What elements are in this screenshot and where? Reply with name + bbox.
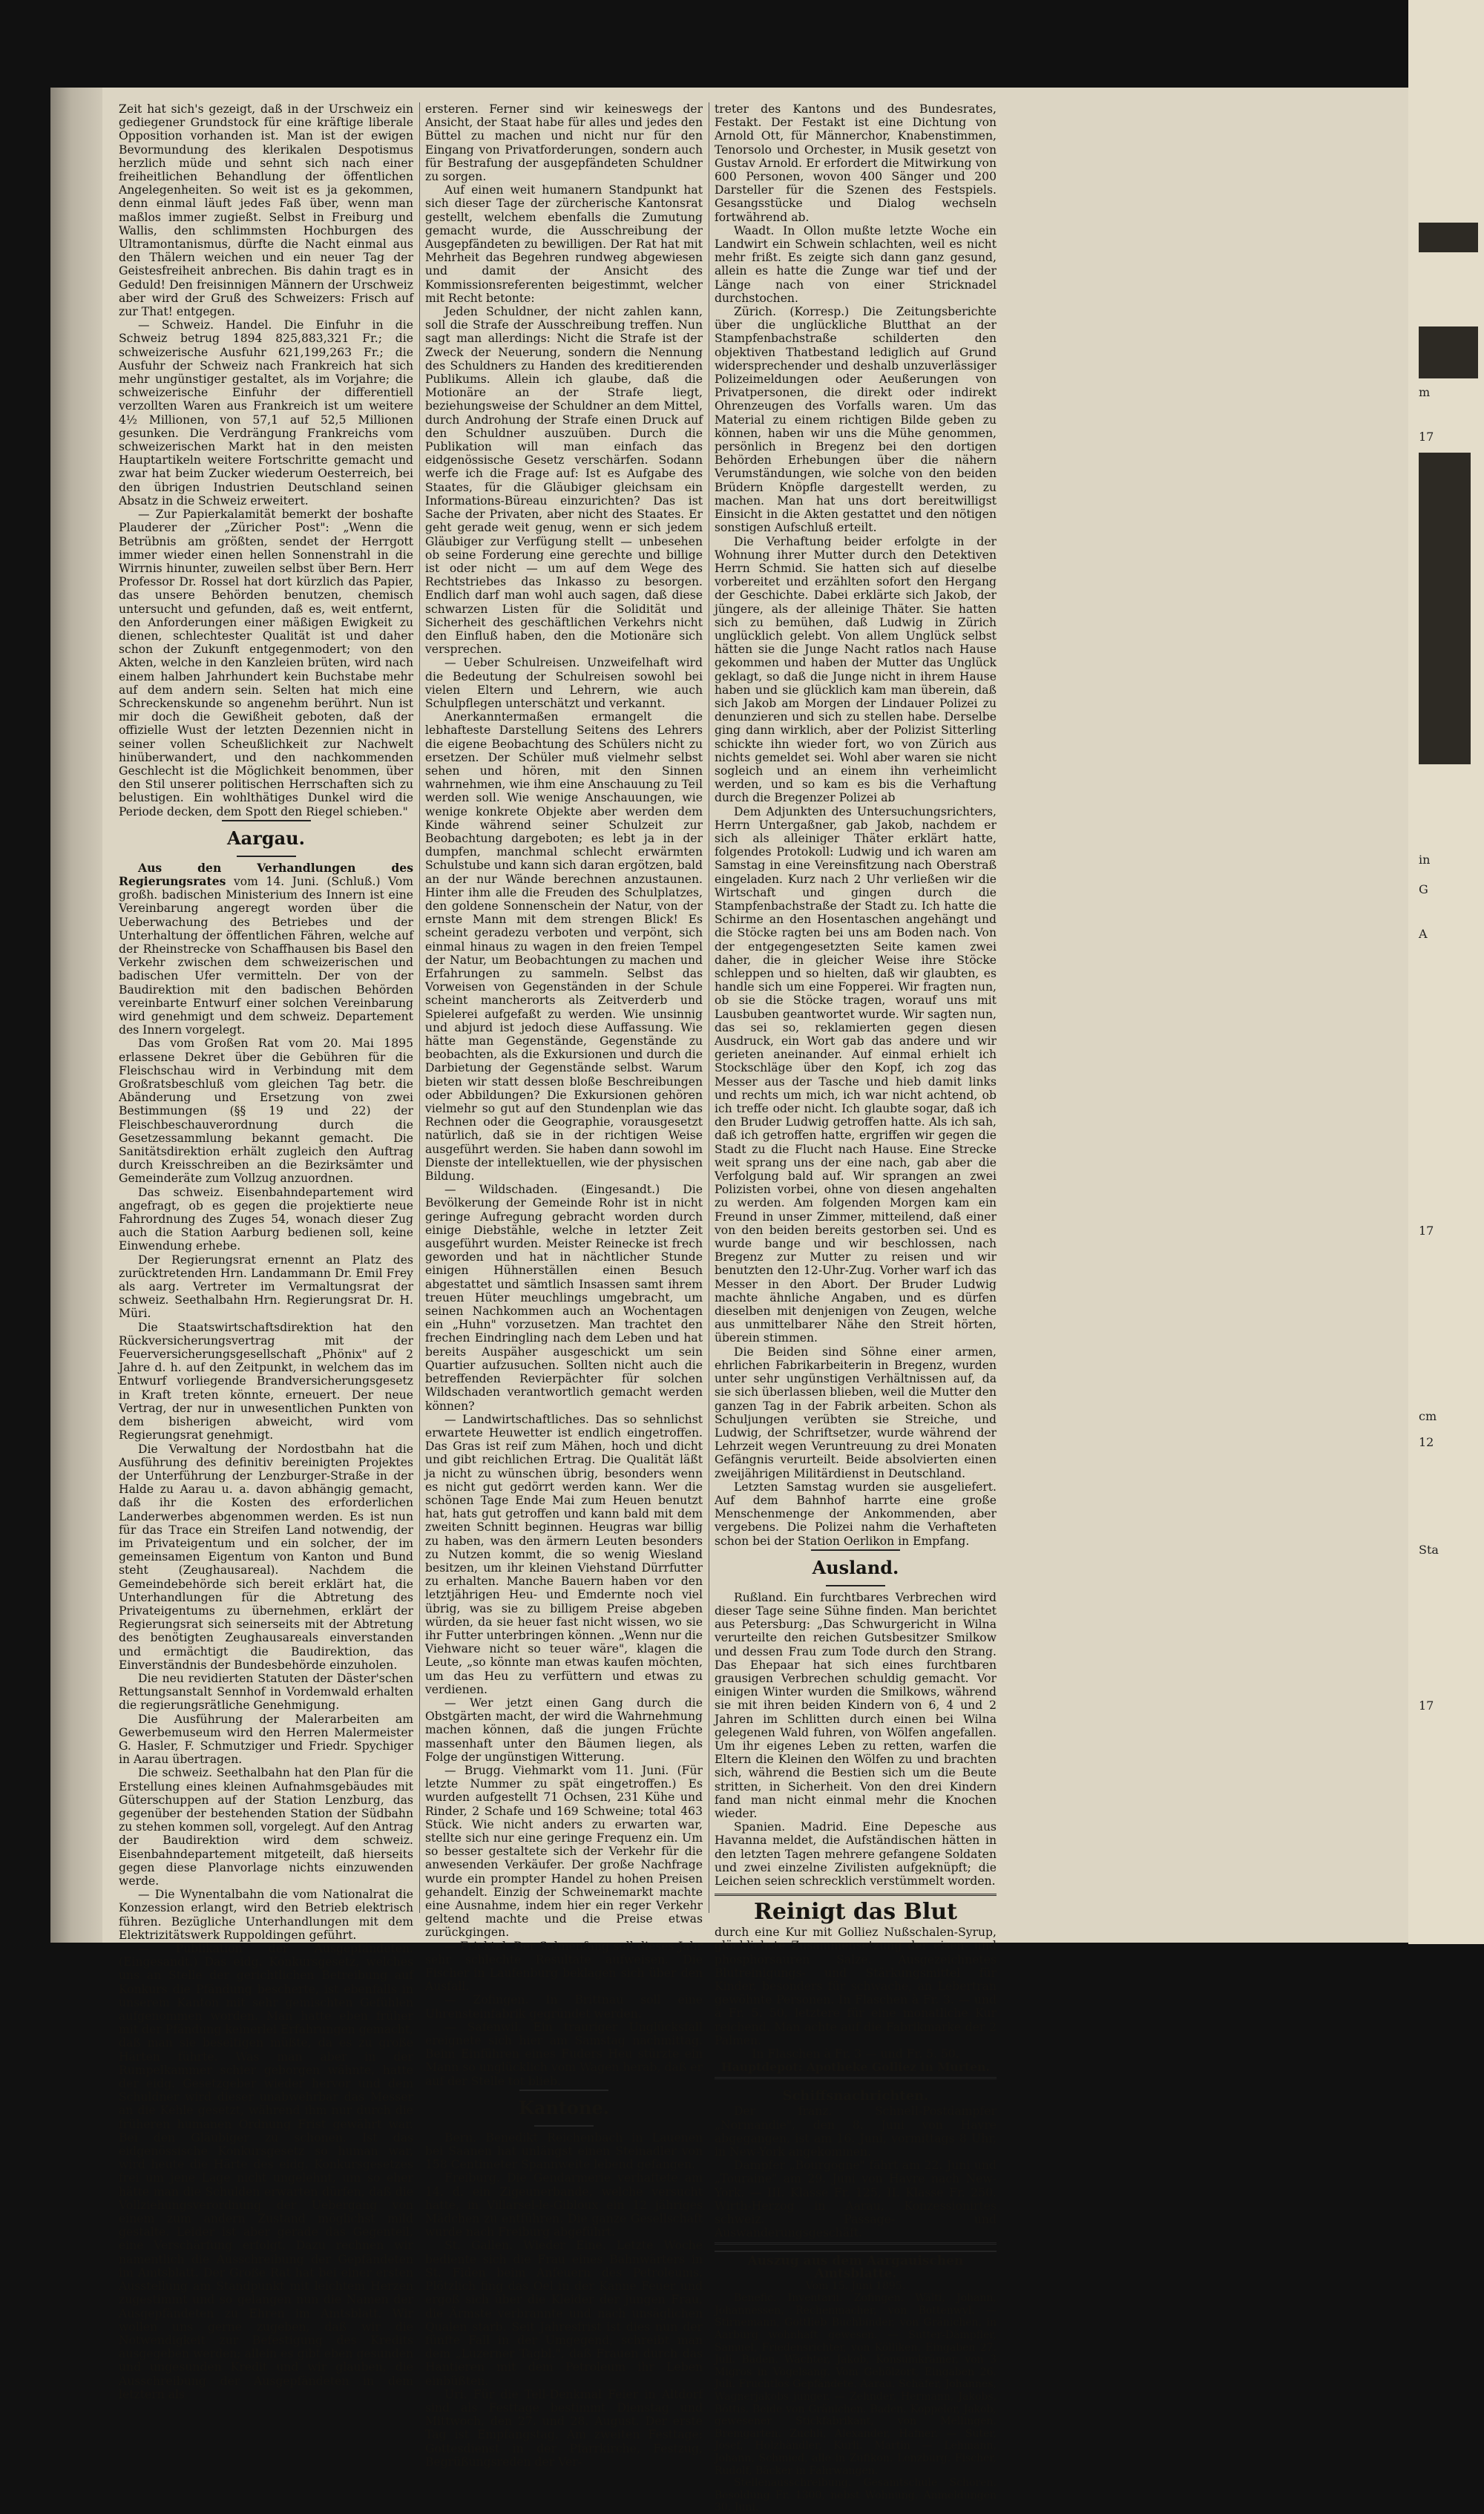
- article-schweiz-handel: — Schweiz. Handel. Die Einfuhr in die Schweiz betrug 1894 825,883,321 Fr.; die schweizerische Ausfuhr 621,199,263 Fr.; die Ausfuhr der Schweiz nach Frankreich hat sich mehr ungünstiger gestaltet, als im Vorjahre; die schweizerische Einfuhr der differentiell verzollten Waren aus Frankreich ist um weitere 4½ Millionen, von 57,1 auf 52,5 Millionen gesunken. Die Verdrängung Frankreichs vom schweizerischen Markt hat in den meisten Hauptartikeln weitere Fortschritte gemacht und zwar hat beim Zucker wiederum Oesterreich, bei den übrigen Industrien Deutschland seinen Absatz in die Schweiz erweitert.: [119, 318, 413, 508]
- column-separator: [419, 102, 420, 1913]
- adjacent-text: 17: [1419, 1224, 1434, 1238]
- paragraph: Auf einen weit humanern Standpunkt hat sich dieser Tage der zürcherische Kantonsrat gestellt, welchem ebenfalls die Zumutung gemacht wurde, die Ausschreibung der Ausgepfändeten zu bewilligen. Der Rat hat mit Mehrheit das Begehren rundweg abgewiesen und damit der Ansicht des Kommissionsreferenten beigestimmt, welcher mit Recht betonte:: [425, 183, 703, 305]
- adjacent-text: G: [1419, 882, 1428, 896]
- article-spanien: Spanien. Madrid. Eine Depesche aus Havanna meldet, die Aufständischen hätten in den letzten Tagen mehrere gefangene Soldaten und zwei einzelne Zivilisten aufgeknüpft; die Leichen seien schrecklich verstümmelt worden.: [715, 1820, 997, 1888]
- article-wynentalbahn: — Die Wynentalbahn die vom Nationalrat die Konzession erlangt, wird den Betrieb elektrisch führen. Bezügliche Unterhandlungen mit dem Elektrizitätswerk Ruppoldingen geführt.: [119, 1888, 413, 1942]
- adjacent-text: Sta: [1419, 1543, 1439, 1557]
- adjacent-heading-fragment: [1419, 223, 1478, 252]
- ad-text: durch eine Kur mit Golliez Nußschalen-Syrup, glücklichste Zusammensetzung der eisen- und phosphorsauren Salze. Ausgezeichnetes Blutreinigungs- und Stärkungsmittel für Kinder, besonders für schwache, an Lebertran gewöhnte Personen. In Flaschen à Fr. 3. — und à Fr. 5. 50, letztere für eine monatliche Kur reichend. Man achte auf die Fabrikmarke der 2 Palmen.: [715, 1926, 997, 2047]
- article-obstgaerten: — Wer jetzt einen Gang durch die Obstgärten macht, der wird die Wahrnehmung machen können, daß die jungen Früchte massenhaft unter den Bäumen liegen, als Folge der ungünstigen Witterung.: [425, 1696, 703, 1764]
- paragraph: Die Staatswirtschaftsdirektion hat den Rückversicherungsvertrag mit der Feuerversicherungsgesellschaft „Phönix" auf 2 Jahre d. h. auf den Zeitpunkt, in welchem das im Entwurf vorliegende Brandversicherungsgesetz in Kraft treten könnte, erneuert. Der neue Vertrag, der nur in unwesentlichen Punkten von dem bisherigen abweicht, wird vom Regierungsrat genehmigt.: [119, 1320, 413, 1443]
- article-publikation-ausgepfaendeten: — Publikation der Ausgepfändeten. (Eingesandt.) Das eidg. Konkursgesetz, welches uns an Stelle der gerichtlichen Betreibung auf Konkurs die Pfändung bescherte, ist ebenfalls in unserem Kanton mit sehr gemischten Gefühlen aufgenommen worden. Man hatte eben früher mit der Pfändung keinerlei Erfahrungen gemacht, daß man sie beseitigen müßte, da es zu große Härten führte. Was man aber in der Rumpelkammer schier geborgen wähnte, hatte der eidg. Gesetzgeber wieder hervor und dem Schuldner wird dieser unabwehrbar das Messer an die Kehle gesetzt, während ihm nur durch die früheren humanen Ordnung Frist gewährt war. Bei den Gläubiger zu schonen. Ist das eidgenössische Konkursgesetz so human war, wird heute die Härte des eidg. Konkursgesetzes frei um jene Lage nicht ungelehnt, um so eher hätte man die Schulden erwarten dürfen, daß die Vollziehungsverordnung der Uebergang von einem zum andern Zustand möglichst mild gestalte. Leider ist aber gerade das Gegenteil, eine Verschärfung erfolgt. Dazu rechnen wir namentlich die Ausschreibung der Gepfändeten im Amtsblatt. Der Große Rat hat bei einer ersten Ausstellung am Standpunkt mit leichtem Herzen zugestimmt und so gelangen nun die Namen der Ausgepfändeten zu Ehren im Amtsblatt. Wir wollen uns gerne zugeben, daß wir die Notwendigkeit zur Befestigung des Kredits ausgegeben werden; allein es gibt eben gesunden und ungesunden Kredit und wir glauben, die Ausschreibung der Ausgepfändeten in dem letztern als: [119, 1942, 413, 2401]
- ad-title: Schiffsnachrichten.: [782, 2088, 929, 2104]
- divider: [519, 2090, 608, 2091]
- paragraph: ersteren. Ferner sind wir keineswegs der Ansicht, der Staat habe für alles und jedes den Büttel zu machen und nicht nur für den Eingang von Privatforderungen, sondern auch für Bestrafung der ausgepfändeten Schuldner zu sorgen.: [425, 102, 703, 184]
- article-wildschaden: — Wildschaden. (Eingesandt.) Die Bevölkerung der Gemeinde Rohr ist in nicht geringe Aufregung gebracht worden durch einige Diebstähle, welche in letzter Zeit ausgeführt wurden. Meister Reinecke ist frech geworden und hat in nächtlicher Stunde einigen Hühnerställen einen Besuch abgestattet und sämtlich Insassen samt ihrem treuen Hüter meuchlings umgebracht, um seinen Nachkommen auch an Wochentagen ein „Huhn" vorzusetzen. Man trachtet den frechen Eindringling nach dem Leben und hat bereits Auspäher ausgeschickt um sein Quartier aufzusuchen. Sollten nicht auch die betreffenden Revierpächter für solchen Wildschaden verantwortlich gemacht werden können?: [425, 1183, 703, 1413]
- advertisement-schiffsnachrichten: [715, 2085, 997, 2245]
- paragraph: Das vom Großen Rat vom 20. Mai 1895 erlassene Dekret über die Gebühren für die Fleischschau wird in Verbindung mit dem Großratsbeschluß vom gleichen Tag betr. die Abänderung und Ersetzung von zwei Bestimmungen (§§ 19 und 22) der Fleischbeschauverordnung durch die Gesetzessammlung bekannt gemacht. Die Sanitätsdirektion erhält zugleich den Auftrag durch Kreisschreiben an die Bezirksämter und Gemeinderäte zum Vollzug anzuordnen.: [119, 1037, 413, 1186]
- article-uri: Uri. Für die Tell-Denkmal Feier in Altdorf sind als Festtage bestimmt Dienstag und Mittwoch, den 27. und 28. August. Der erste Tag ist Empfangstag. Am zweiten Festtage: Gottesdienst in der Pfarrkirche, Festzug, Begrüßungsreden der Ver-: [425, 2387, 703, 2469]
- article-st-gallen: St. Gallen. Wieder Eine. Letzte Woche bediente sich die Frau eines Bahnwärters in St. Fiden beim Anfeuern des Petroleums. Plötzlich fing das Oel in der Kanne Feuer und ergoß sich über die Kleider der jungen Frau, die Ärmste verbrannte und nach unsäglichen Qualen starb. Seit Jahresfrist ist dies nun der fünfte Fall in der Umgegend, schreibt man dem „Luzerner Tagbl.", daß Frauen durch das Hantieren mit dem Petroleum ihr Leben einbüßten.: [425, 2239, 703, 2388]
- article-lead: Aus den Verhandlungen des Regierungsrates: [119, 860, 413, 888]
- divider: [237, 856, 296, 857]
- paragraph: Die Verwaltung der Nordostbahn hat die Ausführung des definitiv bereinigten Projektes der Unterführung der Lenzburger-Straße in der Halde zu Aarau u. a. davon abhängig gemacht, daß ihr die Kosten des erforderlichen Landerwerbes abgenommen werden. Es ist nun für das Trace ein Streifen Land notwendig, der im Privateigentum und ein solcher, der im gemeinsamen Eigentum von Kanton und Bund steht (Zeughausareal). Nachdem die Gemeindebehörde sich bereit erklärt hat, die Unterhandlungen für die Abtretung des Privateigentums zu übernehmen, erklärt der Regierungsrat sich seinerseits mit der Abtretung des benötigten Zeughausareals einverstanden und ermächtigt die Baudirektion, das Einverständnis der Bundesbehörde einzuholen.: [119, 1442, 413, 1672]
- article-urschweiz: Zeit hat sich's gezeigt, daß in der Urschweiz ein gediegener Grundstock für eine kräftige liberale Opposition vorhanden ist. Man ist der ewigen Bevormundung des klerikalen Despotismus herzlich müde und sehnt sich nach einer freiheitlichen Behandlung der öffentlichen Angelegenheiten. So weit ist es ja gekommen, denn einmal läuft jedes Faß über, wenn man maßlos immer zugießt. Selbst in Freiburg und Wallis, den schlimmsten Hochburgen des Ultramontanismus, dürfte die Nacht einmal aus den Thälern weichen und ein neuer Tag der Geistesfreiheit anbrechen. Bis dahin tragt es in Geduld! Den freisinnigen Männern der Urschweiz aber wird der Gruß des Schweizers: Frisch auf zur That! entgegen.: [119, 102, 413, 319]
- adjacent-page-edge: [1408, 0, 1484, 1944]
- paragraph: Die Verhaftung beider erfolgte in der Wohnung ihrer Mutter durch den Detektiven Herrn Schmid. Sie hatten sich auf dieselbe vorbereitet und erzählten sofort den Hergang der Geschichte. Dabei erklärte sich Jakob, der jüngere, als der alleinige Thäter. Sie hatten sich zu bemühen, daß Ludwig in Zürich unglücklich gelebt. Von allem Unglück selbst hätten sie die Junge Nacht ratlos nach Hause gekommen und haben der Mutter das Unglück geklagt, so daß die Junge nicht in ihrem Hause haben und sie glücklich kam man überein, daß sich Jakob am Morgen der Lindauer Polizei zu denunzieren und sich zu stellen habe. Derselbe ging dann wirklich, aber der Polizist Sitterling schickte ihn wieder fort, wo von Zürich aus nichts gemeldet sei. Wohl aber waren sie nicht sogleich und an einem ihn verheimlicht werden, und so kam es bis die Verhaftung durch die Bregenzer Polizei ab: [715, 534, 997, 805]
- paragraph: Anerkanntermaßen ermangelt die lebhafteste Darstellung Seitens des Lehrers die eigene Beobachtung des Schülers nicht zu ersetzen. Der Schüler muß vielmehr selbst sehen und hören, mit den Sinnen wahrnehmen, wie ihm eine Anschauung zu Teil werden soll. Wie wenige Anschauungen, wie wenige konkrete Objekte aber werden dem Kinde während seiner Schulzeit zur Beobachtung dargeboten; es lebt ja in der dumpfen, manchmal schlecht erwärmten Schulstube und kann sich daran ergötzen, bald an der nur Wände berechnen anzustaunen. Hinter ihm alle die Freuden des Schulplatzes, den goldene Sonnenschein der Natur, von der ernste Mann mit dem strengen Blick! Es scheint geradezu verboten und verpönt, sich einmal hinaus zu wagen in den freien Tempel der Natur, um Beobachtungen zu machen und Erfahrungen zu sammeln. Selbst das Vorweisen von Gegenständen in der Schule scheint mancherorts als Zeitverderb und Spielerei aufgefaßt zu werden. Wie unsinnig und abjurd ist jedoch diese Auffassung. Wie hätte man Gegenstände, Gegenstände zu beobachten, als die Exkursionen und durch die Darbietung der Gegenstände selbst. Warum bieten wir statt dessen bloße Beschreibungen oder Abbildungen? Die Exkursionen gehören vielmehr so gut auf den Stundenplan wie das Rechnen oder die Geographie, vorausgesetzt natürlich, daß sie in der richtigen Weise ausgeführt werden. Sie haben dann sowohl im Dienste der intellektuellen, wie der physischen Bildung.: [425, 710, 703, 1184]
- divider: [826, 1585, 885, 1586]
- adjacent-text: cm: [1419, 1409, 1437, 1423]
- paragraph: Die schweiz. Seethalbahn hat den Plan für die Erstellung eines kleinen Aufnahmsgebäudes mit Güterschuppen auf der Station Lenzburg, das gegenüber der bestehenden Station der Südbahn zu stehen kommen soll, vorgelegt. Auf den Antrag der Baudirektion wird dem schweiz. Eisenbahndepartement mitgeteilt, daß hierseits gegen diese Planvorlage nichts einzuwenden werde.: [119, 1766, 413, 1888]
- paragraph: Der Regierungsrat ernennt an Platz des zurücktretenden Hrn. Landammann Dr. Emil Frey als aarg. Vertreter im Vermaltungsrat der schweiz. Seethalbahn Hrn. Regierungsrat Dr. H. Müri.: [119, 1253, 413, 1321]
- adjacent-text: A: [1419, 927, 1428, 941]
- paragraph: Die neu revidierten Statuten der Däster'schen Rettungsanstalt Sennhof in Vordemwald erhalten die regierungsrätliche Genehmigung.: [119, 1671, 413, 1713]
- amtsblatt-title: Auszug aus dem Aargauischen Amtsblatte.: [747, 2254, 964, 2282]
- article-body: vom 14. Juni. (Schluß.) Vom großh. badischen Ministerium des Innern ist eine Vereinbarung angeregt worden über die Ueberwachung des Betriebes und der Unterhaltung der öffentlichen Fähren, welche auf der Rheinstrecke von Schaffhausen bis Basel den Verkehr zwischen dem schweizerischen und badischen Ufer vermitteln. Der von der Baudirektion mit den badischen Behörden vereinbarte Entwurf einer solchen Vereinbarung wird genehmigt und dem schweiz. Departement des Innern vorgelegt.: [119, 874, 413, 1037]
- article-freiburg: Freiburg. Die Gendarmerie verhaftete am 14. d. ein Zigeunerbande, welche versucht hatte, in Villarsel-le-Gibloux ein 12 jähriges Mädchen zu entführen. Die ganze Gesellschaft wurde nach Freiburg abgeführt.: [425, 2171, 703, 2239]
- newspaper-page: [50, 88, 1426, 2514]
- adjacent-text: m: [1419, 385, 1431, 399]
- ad-depot: Hauptdepot: Apotheke Golliez in Murten.: [721, 2060, 990, 2075]
- adjacent-ad-fragment: [1419, 453, 1471, 764]
- paragraph: Dem Adjunkten des Untersuchungsrichters, Herrn Untergaßner, gab Jakob, nachdem er sich als alleiniger Thäter erklärt hatte, folgendes Protokoll: Ludwig und ich waren am Samstag in eine Vereinsfitzung nach Oberstraß eingeladen. Kurz nach 2 Uhr verließen wir die Wirtschaft und gingen durch die Stampfenbachstraße der Stadt zu. Ich hatte die Schirme an den Hosentaschen angehängt und die Stöcke ragten bei uns am Boden nach. Von der entgegengesetzten Seite kamen zwei daher, die in gleicher Weise ihre Stöcke schleppen und so hielten, daß wir glaubten, es handle sich um eine Fopperei. Wir fragten nun, ob sie die Stöcke tragen, worauf uns mit Lausbuben geantwortet wurde. Wir sagten nun, das sei so, reklamierten gegen diesen Ausdruck, ein Wort gab das andere und wir gerieten aneinander. Auf einmal erhielt ich Stockschläge über den Kopf, ich zog das Messer aus der Tasche und hieb damit links und rechts um mich, ich war nicht achtend, ob ich treffe oder nicht. Ich glaubte sogar, daß ich den Bruder Ludwig getroffen hatte. Als ich sah, daß ich getroffen hatte, ergriffen wir gegen die Stadt zu die Flucht nach Hause. Eine Strecke weit sprang uns der eine nach, gab aber die Verfolgung bald auf. Wir sprangen an zwei Polizisten vorbei, ohne von diesen angehalten zu werden. Am folgenden Morgen kam ein Freund in unser Zimmer, mitteilend, daß einer von den beiden bereits gestorben sei. Und es wurde bange und wir beschlossen, nach Bregenz zur Mutter zu reisen und wir benutzten den 12-Uhr-Zug. Vorher warf ich das Messer in den Abort. Der Bruder Ludwig machte ähnliche Angaben, und es dürfen dieselben mit denjenigen von Zeugen, welche aus unmittelbarer Nähe den Streit hörten, überein stimmen.: [715, 804, 997, 1345]
- article-papierkalamitaet: — Zur Papierkalamität bemerkt der boshafte Plauderer der „Züricher Post": „Wenn die Betrübnis am größten, sendet der Herrgott immer wieder einen hellen Sonnenstrahl in die Wirrnis hinunter, zuweilen selbst über Bern. Herr Professor Dr. Rossel hat dort kürzlich das Papier, das unsere Behörden benutzen, chemisch untersucht und gefunden, daß es, weit entfernt, den Anforderungen einer mäßigen Ewigkeit zu dienen, schlechtester Qualität ist und daher schon der Zukunft entgegenmodert; von den Akten, welche in den Kanzleien brüten, wird nach einem halben Jahrhundert kein Buchstabe mehr auf dem andern sein. Selten hat mich eine Schreckenskunde so angenehm berührt. Nun ist mir doch die Gewißheit geboten, daß der offizielle Wust der letzten Dezennien nicht in seiner vollen Scheußlichkeit zur Nachwelt hinüberwandert, und den nachkommenden Geschlecht ist die Möglichkeit benommen, über den Stil unserer politischen Herrschaften sich zu belustigen. Ein wohlthätiges Dunkel wird die Periode decken, dem Spott den Riegel schieben.": [119, 508, 413, 818]
- amtsblatt-date: Vom 15. Juni 1895.: [805, 2280, 906, 2292]
- paragraph: treter des Kantons und des Bundesrates, Festakt. Der Festakt ist eine Dichtung von Arnold Ott, für Männerchor, Knabenstimmen, Tenorsolo und Orchester, in Musik gesetzt von Gustav Arnold. Er erfordert die Mitwirkung von 600 Personen, wovon 400 Sänger und 200 Darsteller für die Szenen des Festspiels. Gesangsstücke und Dialog wechseln fortwährend ab.: [715, 102, 997, 224]
- article-fricktal: — Fricktal. Der Salmenfang soll dieses Jahr sehr schlechte Resultate aufweisen. Die Fischer in Laufenburg beklagen sich über den Ausfall.: [425, 1939, 703, 1994]
- adjacent-text: 17: [1419, 430, 1434, 444]
- column-2: [425, 102, 703, 2469]
- ad-title: Reinigt das Blut: [753, 1899, 958, 1926]
- article-regierungsrat: [119, 861, 413, 1037]
- paragraph: Die Ausführung der Malerarbeiten am Gewerbemuseum wird den Herren Malermeister G. Hasler, F. Schmutziger und Friedr. Spychiger in Aarau übertragen.: [119, 1712, 413, 1767]
- page-binding: [50, 88, 102, 1943]
- advertisement-blut: [715, 1894, 997, 2079]
- ad-price: In Flaschen à Fr. 3 — und Fr. 5. 50.: [752, 2047, 959, 2061]
- adjacent-text: 12: [1419, 1435, 1434, 1449]
- column-1: [119, 102, 413, 2401]
- article-brugg: — Brugg. Viehmarkt vom 11. Juni. (Für letzte Nummer zu spät eingetroffen.) Es wurden aufgestellt 71 Ochsen, 231 Kühe und Rinder, 2 Schafe und 169 Schweine; total 463 Stück. Wie nicht anders zu erwarten war, stellte sich nur eine geringe Frequenz ein. Um so besser gestaltete sich der Verkehr für die anwesenden Verkäufer. Der große Nachfrage wurde ein prompter Handel zu hohen Preisen gehandelt. Einzig der Schweinemarkt machte eine Ausnahme, indem hier ein reger Verkehr geltend machte und die Preise etwas zurückgingen.: [425, 1763, 703, 1940]
- article-waadt: Waadt. In Ollon mußte letzte Woche ein Landwirt ein Schwein schlachten, weil es nicht mehr frißt. Es zeigte sich dann ganz gesund, allein es hatte die Zunge war tief und der Länge nach von einer Stricknadel durchstochen.: [715, 223, 997, 305]
- article-landwirtschaftliches: — Landwirtschaftliches. Das so sehnlichst erwartete Heuwetter ist endlich eingetroffen. Das Gras ist reif zum Mähen, hoch und dicht und gibt reichlichen Ertrag. Die Qualität läßt ja nicht zu wünschen übrig, besonders wenn es nicht gut gedörrt werden kann. Wer die schönen Tage Ende Mai zum Heuen benutzt hat, hats gut getroffen und kann bald mit dem zweiten Schnitt beginnen. Heugras war billig zu haben, was den ärmern Leuten besonders zu Nutzen kommt, die so wenig Wiesland besitzen, um ihr kleinen Viehstand Dürrfutter zu erhalten. Manche Bauern haben vor den letztjährigen Heu- und Emdernte noch viel übrig, was sie zu billigem Preise abgeben würden, da sie heuer fast nicht wissen, wo sie ihr Futter unterbringen können. „Wenn nur die Viehware nicht so teuer wäre", klagen die Leute, „so könnte man etwas kaufen möchten, um das Heu zu verfüttern und etwas zu verdienen.: [425, 1412, 703, 1696]
- amtsblatt-stelle: Stellenausschreibung. Gesamtschule Schoren. Besoldung Fr. 1300, nebst Wohnung. Anmeldungen 30. Juni.: [715, 2477, 997, 2514]
- paragraph: Jeden Schuldner, der nicht zahlen kann, soll die Strafe der Ausschreibung treffen. Nun sagt man allerdings: Nicht die Strafe ist der Zweck der Neuerung, sondern die Nennung des Schuldners zu Handen des kreditierenden Publikums. Allein ich glaube, daß die Motionäre an der Strafe liegt, beziehungsweise der Schuldner an dem Mittel, durch Androhung der Strafe einen Druck auf den Schuldner auszuüben. Durch die Publikation will man einfach das eidgenössische Gesetz verschärfen. Sodann werfe ich die Frage auf: Ist es Aufgabe des Staates, für die Gläubiger gleichsam ein Informations-Büreau einzurichten? Das ist Sache der Privaten, aber nicht des Staates. Er geht gerade weit genug, wenn er sich jedem Gläubiger zur Verfügung stellt — unbesehen ob seine Forderung eine gerechte und billige ist oder nicht — um auf dem Wege des Rechtstriebes das Inkasso zu besorgen. Endlich darf man wohl auch sagen, daß diese schwarzen Listen für die Solidität und Sicherheit des geschäftlichen Verkehrs nicht den Einfluß haben, den die Motionäre sich versprechen.: [425, 305, 703, 657]
- article-zofingen: — Zofingen. In Brittnau soll eine Uhrensteinfabrik gegründet werden.: [425, 1993, 703, 2021]
- divider: [811, 1549, 900, 1551]
- section-heading-ausland: Ausland.: [812, 1556, 899, 1578]
- article-russland: Rußland. Ein furchtbares Verbrechen wird dieser Tage seine Sühne finden. Man berichtet aus Petersburg: „Das Schwurgericht in Wilna verurteilte den reichen Gutsbesitzer Smilkow und dessen Frau zum Tode durch den Strang. Das Ehepaar hat sich eines furchtbaren grausigen Verbrechen schuldig gemacht. Vor einigen Winter wurden die Smilkows, während sie mit ihren beiden Kindern von 6, 4 und 2 Jahren im Schlitten durch einen bei Wilna gelegenen Wald fuhren, von Wölfen angefallen. Um ihr eigenes Leben zu retten, warfen die Eltern die Kleinen den Wölfen zu und brachten sich, während die Bestien sich um die Beute stritten, in Sicherheit. Von den drei Kindern fand man nicht einmal mehr die Knochen wieder.: [715, 1590, 997, 1820]
- paragraph: Das schweiz. Eisenbahndepartement wird angefragt, ob es gegen die projektierte neue Fahrordnung des Zuges 54, wonach dieser Zug auch die Station Aarburg bedienen soll, keine Einwendung erhebe.: [119, 1185, 413, 1253]
- paragraph: Die Beiden sind Söhne einer armen, ehrlichen Fabrikarbeiterin in Bregenz, wurden unter sehr ungünstigen Verhältnissen auf, da sie sich überlassen blieben, weil die Mutter den ganzen Tag in der Fabrik arbeiten. Schon als Schuljungen verübten sie Streiche, und Ludwig, der Schriftsetzer, wurde während der Lehrzeit wegen Veruntreuung zu drei Monaten Gefängnis verurteilt. Beide absolvierten einen zweijährigen Militärdienst in Deutschland.: [715, 1345, 997, 1480]
- divider: [222, 820, 311, 821]
- article-schulreisen: — Ueber Schulreisen. Unzweifelhaft wird die Bedeutung der Schulreisen sowohl bei vielen Eltern und Lehrern, wie auch Schulpflegen unterschätzt und verkannt.: [425, 656, 703, 710]
- article-safenwil: — Safenwil. Ein trauriger Unglücksfall ereignete sich hier am Samstag nachmittag. Beim Einführen eines Fuders Heu stürzte ein Mann so unglücklich vom Wagen herab, daß er auf der Stelle tot blieb.: [425, 2020, 703, 2088]
- amtsblatt-extract: [715, 2251, 997, 2513]
- article-zuerich: Zürich. (Korresp.) Die Zeitungsberichte über die unglückliche Blutthat an der Stampfenbachstraße schilderten den objektiven Thatbestand lediglich auf Grund widersprechender und deshalb unzuverlässiger Polizeimeldungen oder Aeußerungen von Privatpersonen, die direkt oder indirekt Ohrenzeugen des Vorfalls waren. Um das Material zu einem richtigen Bilde geben zu können, haben wir uns die Mühe genommen, persönlich in Bregenz bei den dortigen Behörden Erhebungen über die nähern Verumständungen, wie solche von den beiden Brüdern Knöpfle dargestellt werden, zu machen. Man hat uns dort bereitwilligst Einsicht in die Akten gestattet und den nötigen sonstigen Aufschluß erteilt.: [715, 305, 997, 535]
- ad-text: Dampfer „Bourgogne" fährt am 22. Juni und „Touraine" am 29. Juni von Havre nach New-York. — III. Klasse Fr. 125, II. Klasse Fr. 250. Wirth-Herzog in Aarau, Konzessionirtes schweiz. Passage- und Auswanderungsgeschäft.: [715, 2159, 997, 2240]
- amtsblatt-text: Benefic. Inventarii. Zofingen. Wälti, Johann, Johannessen, Rechenmacher, von Bottenwyl. — Stirnemann, Gottlieb Buchbinder, von Gränichen, in Aarburg wohnhaft gewesen. — Sutter-Dämpfler, Samuel, Friedensrichter, von Kölliken. Eingaben 27. Juli. Baden. Wächter, Jakob, Konsumkrämer, von 3 Migros in Vogelsang. Vom Gehölzort, Eingaben 26. Juli. Fruchtlos Gepfändete. Aarau. Schäfer, Johannes, Wagnerjakobs jünger. — Zehnder, Hermann, Jakobs, Böttis. Beide von Gränichen. Baden. Koppeler, Jakob, gewesener Stickfabrikant, von Mellingen. Bremgarten. Zuchli, Alexander, Hafner. — Suter, Josef, Holzhändler, Kurli. Martin — Lehmann, Johann, Schmied, alle in Zufikon. Lenzburg. Fischer, Rudolf, Bäcker in Fahrwangen.: [715, 2292, 997, 2477]
- section-heading-aargau: Aargau.: [227, 827, 305, 849]
- ad-text: Der franz. Schnell-Postdampfer „Normandie", den 8. Juni von Havre abgegangen, ist am 16. Juni, vormittags 8 Uhr, in New-York angekommen.: [715, 2104, 997, 2159]
- adjacent-heading-fragment: [1419, 326, 1478, 378]
- article-bern: Bern. Benedikt Reichenbach in Lauenen bei Saanen hat unlängst einen Steinadler von 158 Centimeter Spannweite lebend gefangen.: [425, 2130, 703, 2172]
- adjacent-text: 17: [1419, 1699, 1434, 1713]
- column-3: [715, 102, 997, 2514]
- paragraph: Letzten Samstag wurden sie ausgeliefert. Auf dem Bahnhof harrte eine große Menschenmenge der Ankommenden, aber vergebens. Die Polizei nahm die Verhafteten schon bei der Station Oerlikon in Empfang.: [715, 1480, 997, 1548]
- divider: [534, 2125, 594, 2127]
- adjacent-text: in: [1419, 853, 1431, 867]
- section-heading-kantone: Kantone.: [518, 2096, 610, 2118]
